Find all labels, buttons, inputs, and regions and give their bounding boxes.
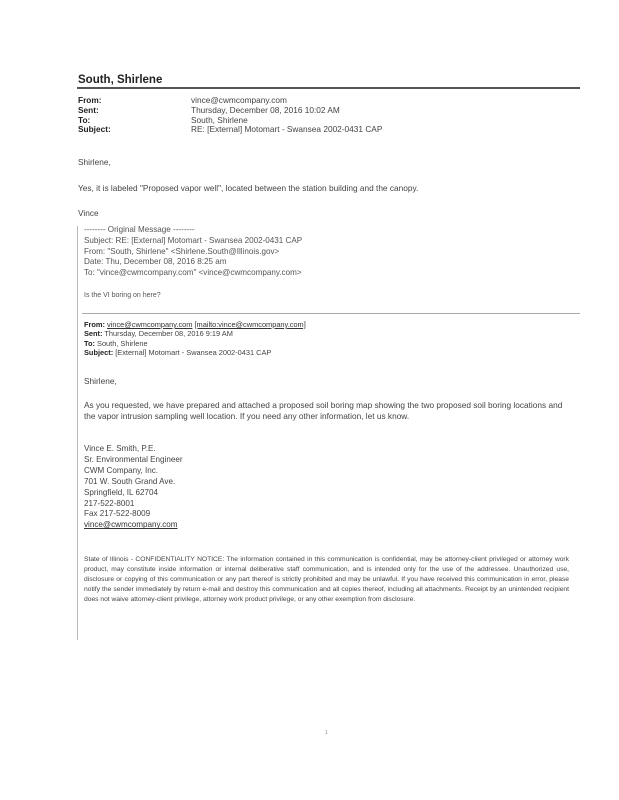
fwd-to-row: [84, 339, 306, 348]
fwd-from-label: From:: [84, 320, 105, 329]
sig-title: Sr. Environmental Engineer: [84, 454, 183, 464]
email-header: [78, 96, 382, 135]
original-question: Is the VI boring on here?: [84, 292, 161, 299]
from-value: vince@cwmcompany.com: [191, 95, 287, 105]
fwd-from-row: [84, 320, 306, 329]
sig-city: Springfield, IL 62704: [84, 487, 158, 497]
fwd-subject-label: Subject:: [84, 348, 114, 358]
original-from: From: "South, Shirlene" <Shirlene.South@Illinois.gov>: [84, 246, 280, 256]
subject-value: RE: [External] Motomart - Swansea 2002-0431 CAP: [191, 124, 383, 135]
original-subject: Subject: RE: [External] Motomart - Swansea 2002-0431 CAP: [84, 235, 303, 245]
signature-block: [84, 444, 183, 531]
sig-name: Vince E. Smith, P.E.: [84, 444, 156, 453]
fwd-sent-value: Thursday, December 08, 2016 9:19 AM: [104, 329, 233, 339]
fwd-subject-row: [84, 348, 306, 357]
reply-text: Yes, it is labeled "Proposed vapor well", located between the station building and the canopy.: [78, 183, 419, 193]
original-message: [84, 225, 302, 279]
sig-email-link[interactable]: vince@cwmcompany.com: [84, 520, 178, 530]
reply-greeting: Shirlene,: [78, 157, 111, 167]
fwd-sent-row: [84, 329, 306, 338]
from-label: From:: [78, 95, 102, 105]
fwd-to-label: To:: [84, 338, 95, 348]
fwd-sent-label: Sent:: [84, 329, 103, 339]
sent-label: Sent:: [78, 104, 99, 115]
sig-company: CWM Company, Inc.: [84, 465, 159, 475]
page-number: 1: [325, 730, 328, 736]
fwd-to-value: South, Shirlene: [97, 338, 148, 348]
original-marker: -------- Original Message --------: [84, 225, 195, 234]
header-subject-row: [78, 125, 382, 135]
sig-phone: 217-522-8001: [84, 498, 135, 508]
subject-label: Subject:: [78, 124, 111, 135]
fwd-paragraph: As you requested, we have prepared and attached a proposed soil boring map showing the two proposed soil boring locations and the vapor intrusion sampling well location. If you need any other information, let us know.: [84, 400, 563, 421]
sig-fax: Fax 217-522-8009: [84, 509, 151, 519]
confidentiality-notice: State of Illinois - CONFIDENTIALITY NOTICE: The information contained in this communication is confidential, may be attorney-client privileged or attorney work product, may constitute inside information or internal deliberative staff communication, and is intended only for the use of the addressee. Unauthorized use, disclosure or copying of this communication or any part thereof is strictly prohibited and may be unlawful. If you have received this communication in error, please notify the sender immediately by return e-mail and destroy this communication and all copies thereof, including all attachments. Receipt by an unintended recipient does not waive attorney-client privilege, attorney work product privilege, or any other exemption from disclosure.: [84, 556, 569, 603]
mailbox-owner-name: South, Shirlene: [78, 74, 163, 86]
header-divider: [77, 87, 580, 89]
fwd-subject-value: [External] Motomart - Swansea 2002-0431 CAP: [115, 348, 272, 358]
message-separator: [82, 313, 580, 314]
sig-street: 701 W. South Grand Ave.: [84, 476, 176, 486]
to-label: To:: [78, 114, 91, 125]
fwd-mailto-link[interactable]: [mailto:vince@cwmcompany.com]: [194, 320, 306, 329]
sent-value: Thursday, December 08, 2016 10:02 AM: [191, 104, 340, 115]
to-value: South, Shirlene: [191, 114, 248, 125]
quoted-thread-bar: [77, 226, 78, 640]
original-to: To: "vince@cwmcompany.com" <vince@cwmcompany.com>: [84, 268, 302, 278]
fwd-from-email-link[interactable]: vince@cwmcompany.com: [107, 320, 193, 329]
forwarded-header: [84, 320, 306, 358]
fwd-greeting: Shirlene,: [84, 376, 117, 386]
reply-signoff: Vince: [78, 208, 99, 218]
original-date: Date: Thu, December 08, 2016 8:25 am: [84, 257, 227, 267]
